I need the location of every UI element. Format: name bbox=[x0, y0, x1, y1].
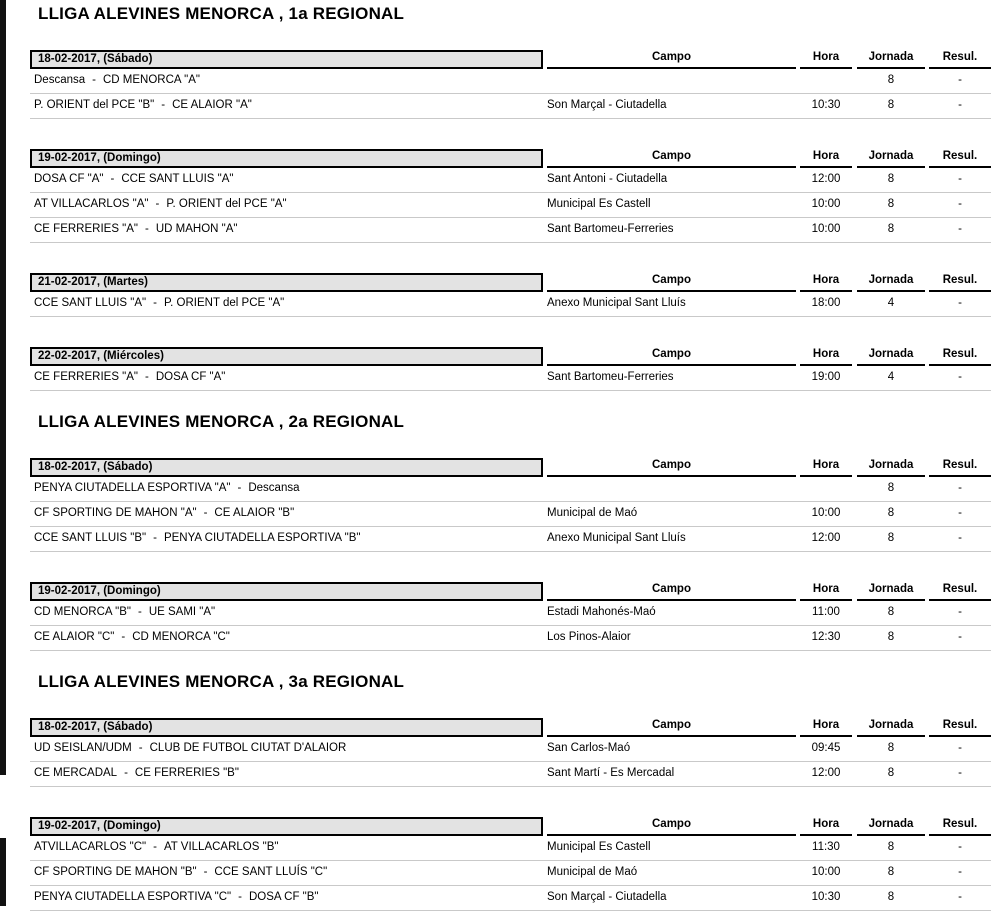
away-team: UE SAMI "A" bbox=[148, 606, 216, 618]
match-teams bbox=[34, 366, 225, 388]
match-venue: Los Pinos-Alaior bbox=[547, 631, 631, 643]
column-header-hora: Hora bbox=[800, 718, 852, 737]
date-box: 18-02-2017, (Sábado) bbox=[30, 458, 543, 477]
date-box: 18-02-2017, (Sábado) bbox=[30, 50, 543, 69]
column-header-resul: Resul. bbox=[929, 347, 991, 366]
match-time: 10:00 bbox=[811, 198, 841, 210]
match-row bbox=[30, 836, 991, 861]
away-team: CE ALAIOR "B" bbox=[214, 507, 295, 519]
home-team: CCE SANT LLUIS "A" bbox=[34, 297, 147, 309]
match-venue: Municipal Es Castell bbox=[547, 841, 651, 853]
column-header-campo: Campo bbox=[547, 458, 796, 477]
match-time: 18:00 bbox=[811, 297, 841, 309]
column-header-resul: Resul. bbox=[929, 149, 991, 168]
match-result: - bbox=[958, 532, 962, 544]
league-title: LLIGA ALEVINES MENORCA , 1a REGIONAL bbox=[38, 4, 405, 23]
vs-separator: - bbox=[203, 866, 208, 878]
day-block-spacer bbox=[0, 552, 1000, 582]
column-header-campo: Campo bbox=[547, 718, 796, 737]
home-team: P. ORIENT del PCE "B" bbox=[34, 99, 155, 111]
away-team: P. ORIENT del PCE "A" bbox=[166, 198, 287, 210]
match-result: - bbox=[958, 841, 962, 853]
match-row bbox=[30, 626, 991, 651]
match-matchday: 8 bbox=[887, 532, 895, 544]
match-matchday: 8 bbox=[887, 841, 895, 853]
match-matchday: 8 bbox=[887, 631, 895, 643]
column-header-campo: Campo bbox=[547, 347, 796, 366]
match-teams bbox=[34, 861, 327, 883]
column-header-hora: Hora bbox=[800, 347, 852, 366]
home-team: Descansa bbox=[34, 74, 86, 86]
home-team: DOSA CF "A" bbox=[34, 173, 104, 185]
match-row bbox=[30, 218, 991, 243]
vs-separator: - bbox=[153, 841, 157, 853]
match-venue: Sant Bartomeu-Ferreries bbox=[547, 223, 674, 235]
match-time: 10:00 bbox=[811, 507, 841, 519]
vertical-spacer bbox=[0, 391, 1000, 412]
match-row bbox=[30, 292, 991, 317]
home-team: CE FERRERIES "A" bbox=[34, 371, 139, 383]
match-time: 09:45 bbox=[811, 742, 841, 754]
vs-separator: - bbox=[155, 198, 160, 210]
home-team: ATVILLACARLOS "C" bbox=[34, 841, 147, 853]
match-time: 12:00 bbox=[811, 173, 841, 185]
day-header bbox=[0, 817, 1000, 836]
vs-separator: - bbox=[153, 532, 157, 544]
match-teams bbox=[34, 527, 360, 549]
vs-separator: - bbox=[238, 891, 242, 903]
day-block-spacer bbox=[0, 692, 1000, 718]
column-header-hora: Hora bbox=[800, 273, 852, 292]
match-matchday: 8 bbox=[887, 198, 895, 210]
match-venue: Estadi Mahonés-Maó bbox=[547, 606, 656, 618]
away-team: Descansa bbox=[248, 482, 300, 494]
match-row bbox=[30, 601, 991, 626]
vs-separator: - bbox=[237, 482, 242, 494]
match-venue: Sant Antoni - Ciutadella bbox=[547, 173, 668, 185]
match-teams bbox=[34, 502, 294, 524]
column-header-campo: Campo bbox=[547, 50, 796, 69]
column-header-jornada: Jornada bbox=[857, 273, 925, 292]
match-teams bbox=[34, 69, 200, 91]
day-header bbox=[0, 458, 1000, 477]
match-time: 11:00 bbox=[812, 606, 840, 618]
home-team: PENYA CIUTADELLA ESPORTIVA "A" bbox=[34, 482, 231, 494]
league-title: LLIGA ALEVINES MENORCA , 3a REGIONAL bbox=[38, 672, 405, 691]
match-result: - bbox=[958, 99, 962, 111]
column-header-jornada: Jornada bbox=[857, 347, 925, 366]
match-time: 10:30 bbox=[811, 891, 841, 903]
away-team: CLUB DE FUTBOL CIUTAT D'ALAIOR bbox=[149, 742, 347, 754]
day-block-spacer bbox=[0, 119, 1000, 149]
match-time: 12:00 bbox=[811, 767, 841, 779]
column-header-jornada: Jornada bbox=[857, 582, 925, 601]
day-header bbox=[0, 50, 1000, 69]
match-row bbox=[30, 502, 991, 527]
match-result: - bbox=[958, 297, 962, 309]
day-block-spacer bbox=[0, 243, 1000, 273]
match-result: - bbox=[958, 767, 962, 779]
day-header bbox=[0, 149, 1000, 168]
match-row bbox=[30, 69, 991, 94]
match-teams bbox=[34, 477, 299, 499]
home-team: PENYA CIUTADELLA ESPORTIVA "C" bbox=[34, 891, 232, 903]
column-header-jornada: Jornada bbox=[857, 718, 925, 737]
vs-separator: - bbox=[145, 223, 149, 235]
date-box: 19-02-2017, (Domingo) bbox=[30, 817, 543, 836]
vs-separator: - bbox=[153, 297, 157, 309]
away-team: P. ORIENT del PCE "A" bbox=[163, 297, 285, 309]
day-header bbox=[0, 347, 1000, 366]
home-team: UD SEISLAN/UDM bbox=[34, 742, 132, 754]
match-result: - bbox=[958, 173, 962, 185]
home-team: CCE SANT LLUIS "B" bbox=[34, 532, 147, 544]
match-row bbox=[30, 527, 991, 552]
vs-separator: - bbox=[137, 606, 142, 618]
date-box: 19-02-2017, (Domingo) bbox=[30, 149, 543, 168]
match-result: - bbox=[958, 742, 962, 754]
away-team: CCE SANT LLUÍS "C" bbox=[214, 866, 328, 878]
match-result: - bbox=[958, 223, 962, 235]
day-block-spacer bbox=[0, 24, 1000, 50]
column-header-resul: Resul. bbox=[929, 273, 991, 292]
match-result: - bbox=[958, 371, 962, 383]
vs-separator: - bbox=[145, 371, 149, 383]
day-block-spacer bbox=[0, 317, 1000, 347]
date-box: 22-02-2017, (Miércoles) bbox=[30, 347, 543, 366]
day-block bbox=[0, 149, 1000, 243]
match-teams bbox=[34, 762, 239, 784]
away-team: UD MAHON "A" bbox=[155, 223, 238, 235]
match-time: 12:30 bbox=[811, 631, 841, 643]
match-result: - bbox=[958, 891, 962, 903]
match-row bbox=[30, 477, 991, 502]
vs-separator: - bbox=[161, 99, 166, 111]
column-header-resul: Resul. bbox=[929, 50, 991, 69]
match-matchday: 8 bbox=[887, 74, 895, 86]
day-block bbox=[0, 50, 1000, 119]
match-venue: Municipal Es Castell bbox=[547, 198, 651, 210]
match-teams bbox=[34, 836, 278, 858]
match-matchday: 8 bbox=[887, 482, 895, 494]
match-teams bbox=[34, 193, 287, 215]
column-header-resul: Resul. bbox=[929, 718, 991, 737]
match-time: 10:30 bbox=[811, 99, 841, 111]
column-header-jornada: Jornada bbox=[857, 817, 925, 836]
match-teams bbox=[34, 218, 238, 240]
match-matchday: 8 bbox=[887, 767, 895, 779]
home-team: CE FERRERIES "A" bbox=[34, 223, 139, 235]
match-row bbox=[30, 168, 991, 193]
date-box: 18-02-2017, (Sábado) bbox=[30, 718, 543, 737]
home-team: CF SPORTING DE MAHON "B" bbox=[34, 866, 197, 878]
match-matchday: 8 bbox=[887, 866, 895, 878]
day-block bbox=[0, 347, 1000, 391]
match-row bbox=[30, 366, 991, 391]
home-team: AT VILLACARLOS "A" bbox=[34, 198, 149, 210]
date-box: 21-02-2017, (Martes) bbox=[30, 273, 543, 292]
match-time: 10:00 bbox=[811, 866, 841, 878]
match-matchday: 8 bbox=[887, 606, 895, 618]
match-time: 19:00 bbox=[811, 371, 841, 383]
match-teams bbox=[34, 292, 284, 314]
match-venue: Municipal de Maó bbox=[547, 866, 638, 878]
match-result: - bbox=[958, 198, 962, 210]
day-block bbox=[0, 817, 1000, 911]
day-block bbox=[0, 273, 1000, 317]
away-team: DOSA CF "A" bbox=[155, 371, 226, 383]
home-team: CF SPORTING DE MAHON "A" bbox=[34, 507, 197, 519]
match-row bbox=[30, 94, 991, 119]
match-result: - bbox=[958, 631, 962, 643]
match-venue: Anexo Municipal Sant Lluís bbox=[547, 532, 686, 544]
column-header-jornada: Jornada bbox=[857, 149, 925, 168]
league-title: LLIGA ALEVINES MENORCA , 2a REGIONAL bbox=[38, 412, 405, 431]
match-result: - bbox=[958, 606, 962, 618]
match-matchday: 8 bbox=[887, 891, 895, 903]
match-result: - bbox=[958, 866, 962, 878]
away-team: DOSA CF "B" bbox=[248, 891, 319, 903]
match-venue: Son Marçal - Ciutadella bbox=[547, 891, 667, 903]
match-matchday: 4 bbox=[887, 371, 895, 383]
day-block-spacer bbox=[0, 787, 1000, 817]
home-team: CE ALAIOR "C" bbox=[34, 631, 115, 643]
vs-separator: - bbox=[92, 74, 96, 86]
day-block bbox=[0, 458, 1000, 552]
column-header-hora: Hora bbox=[800, 458, 852, 477]
away-team: CD MENORCA "A" bbox=[102, 74, 200, 86]
match-matchday: 8 bbox=[887, 173, 895, 185]
column-header-jornada: Jornada bbox=[857, 50, 925, 69]
match-teams bbox=[34, 626, 230, 648]
match-matchday: 8 bbox=[887, 99, 895, 111]
away-team: AT VILLACARLOS "B" bbox=[163, 841, 279, 853]
match-venue: Municipal de Maó bbox=[547, 507, 638, 519]
home-team: CE MERCADAL bbox=[34, 767, 118, 779]
vs-separator: - bbox=[110, 173, 115, 185]
day-block-spacer bbox=[0, 432, 1000, 458]
match-result: - bbox=[958, 482, 962, 494]
match-venue: Sant Bartomeu-Ferreries bbox=[547, 371, 674, 383]
column-header-campo: Campo bbox=[547, 273, 796, 292]
match-teams bbox=[34, 886, 319, 908]
vertical-spacer bbox=[0, 651, 1000, 672]
match-result: - bbox=[958, 507, 962, 519]
away-team: PENYA CIUTADELLA ESPORTIVA "B" bbox=[163, 532, 361, 544]
column-header-campo: Campo bbox=[547, 817, 796, 836]
home-team: CD MENORCA "B" bbox=[34, 606, 131, 618]
column-header-hora: Hora bbox=[800, 50, 852, 69]
column-header-resul: Resul. bbox=[929, 458, 991, 477]
column-header-hora: Hora bbox=[800, 582, 852, 601]
day-block bbox=[0, 582, 1000, 651]
match-row bbox=[30, 886, 991, 911]
column-header-campo: Campo bbox=[547, 582, 796, 601]
match-teams bbox=[34, 737, 346, 759]
date-box: 19-02-2017, (Domingo) bbox=[30, 582, 543, 601]
match-time: 11:30 bbox=[812, 841, 840, 853]
away-team: CCE SANT LLUIS "A" bbox=[121, 173, 234, 185]
day-header bbox=[0, 718, 1000, 737]
match-venue: Anexo Municipal Sant Lluís bbox=[547, 297, 686, 309]
match-venue: San Carlos-Maó bbox=[547, 742, 631, 754]
vs-separator: - bbox=[121, 631, 126, 643]
vs-separator: - bbox=[203, 507, 208, 519]
match-row bbox=[30, 737, 991, 762]
match-teams bbox=[34, 94, 252, 116]
match-teams bbox=[34, 601, 215, 623]
match-matchday: 8 bbox=[887, 223, 895, 235]
match-result: - bbox=[958, 74, 962, 86]
away-team: CE ALAIOR "A" bbox=[172, 99, 252, 111]
column-header-campo: Campo bbox=[547, 149, 796, 168]
match-row bbox=[30, 861, 991, 886]
match-row bbox=[30, 762, 991, 787]
match-venue: Sant Martí - Es Mercadal bbox=[547, 767, 675, 779]
match-time: 10:00 bbox=[811, 223, 841, 235]
day-header bbox=[0, 582, 1000, 601]
match-teams bbox=[34, 168, 233, 190]
match-venue: Son Marçal - Ciutadella bbox=[547, 99, 667, 111]
away-team: CE FERRERIES "B" bbox=[134, 767, 239, 779]
column-header-resul: Resul. bbox=[929, 582, 991, 601]
away-team: CD MENORCA "C" bbox=[132, 631, 230, 643]
column-header-jornada: Jornada bbox=[857, 458, 925, 477]
match-time: 12:00 bbox=[811, 532, 841, 544]
column-header-resul: Resul. bbox=[929, 817, 991, 836]
column-header-hora: Hora bbox=[800, 149, 852, 168]
column-header-hora: Hora bbox=[800, 817, 852, 836]
match-matchday: 8 bbox=[887, 507, 895, 519]
day-header bbox=[0, 273, 1000, 292]
day-block bbox=[0, 718, 1000, 787]
vs-separator: - bbox=[138, 742, 143, 754]
match-matchday: 4 bbox=[887, 297, 895, 309]
vs-separator: - bbox=[124, 767, 128, 779]
match-matchday: 8 bbox=[887, 742, 895, 754]
match-row bbox=[30, 193, 991, 218]
